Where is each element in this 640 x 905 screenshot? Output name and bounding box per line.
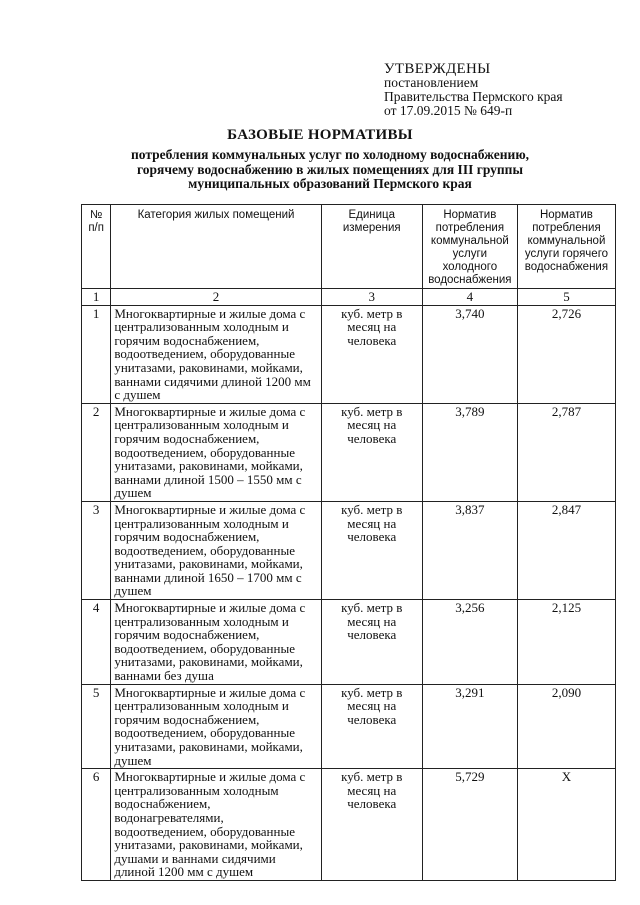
row-cold-value: 3,789 bbox=[422, 403, 517, 501]
row-category: Многоквартирные и жилые дома с централизованным холодным и горячим водоснабжением, водоотведением, оборудованные унитазами, раковинами, мойками, душем bbox=[111, 684, 321, 769]
norms-table bbox=[81, 204, 616, 881]
row-category: Многоквартирные и жилые дома с централизованным холодным водоснабжением, водонагревателями, водоотведением, оборудованные унитазами, раковинами, мойками, душами и ваннами сидячими длиной 1200 мм с душем bbox=[111, 769, 321, 881]
row-unit: куб. метр в месяц на человека bbox=[321, 769, 422, 881]
table-row bbox=[82, 305, 616, 403]
row-hot-value: 2,787 bbox=[517, 403, 615, 501]
table-header-row bbox=[82, 205, 616, 289]
column-number: 1 bbox=[82, 289, 111, 306]
row-category: Многоквартирные и жилые дома с централизованным холодным и горячим водоснабжением, водоотведением, оборудованные унитазами, раковинами, мойками, ваннами длиной 1650 – 1700 мм с душем bbox=[111, 501, 321, 599]
row-number: 5 bbox=[82, 684, 111, 769]
header-unit: Единица измерения bbox=[321, 205, 422, 289]
column-number: 3 bbox=[321, 289, 422, 306]
approval-title: УТВЕРЖДЕНЫ bbox=[384, 61, 491, 77]
row-category: Многоквартирные и жилые дома с централизованным холодным и горячим водоснабжением, водоотведением, оборудованные унитазами, раковинами, мойками, ваннами сидячими длиной 1200 мм с душем bbox=[111, 305, 321, 403]
document-subtitle bbox=[80, 148, 580, 192]
row-unit: куб. метр в месяц на человека bbox=[321, 600, 422, 685]
table-row bbox=[82, 403, 616, 501]
row-unit: куб. метр в месяц на человека bbox=[321, 305, 422, 403]
subtitle-line: потребления коммунальных услуг по холодному водоснабжению, bbox=[130, 147, 530, 162]
row-number: 2 bbox=[82, 403, 111, 501]
row-cold-value: 3,837 bbox=[422, 501, 517, 599]
row-number: 3 bbox=[82, 501, 111, 599]
row-hot-value: 2,125 bbox=[517, 600, 615, 685]
column-number-row bbox=[82, 289, 616, 306]
subtitle-line: муниципальных образований Пермского края bbox=[188, 176, 472, 191]
row-hot-value: 2,726 bbox=[517, 305, 615, 403]
table-row bbox=[82, 501, 616, 599]
row-number: 6 bbox=[82, 769, 111, 881]
table-row bbox=[82, 769, 616, 881]
approval-line: Правительства Пермского края bbox=[384, 89, 563, 104]
approval-block bbox=[384, 62, 624, 118]
approval-line: постановлением bbox=[384, 75, 479, 90]
column-number: 2 bbox=[111, 289, 321, 306]
row-unit: куб. метр в месяц на человека bbox=[321, 403, 422, 501]
column-number: 4 bbox=[422, 289, 517, 306]
row-cold-value: 3,740 bbox=[422, 305, 517, 403]
row-hot-value: 2,847 bbox=[517, 501, 615, 599]
header-hot-norm: Норматив потребления коммунальной услуги горячего водоснабжения bbox=[517, 205, 615, 289]
row-unit: куб. метр в месяц на человека bbox=[321, 501, 422, 599]
row-category: Многоквартирные и жилые дома с централизованным холодным и горячим водоснабжением, водоотведением, оборудованные унитазами, раковинами, мойками, ваннами длиной 1500 – 1550 мм с душем bbox=[111, 403, 321, 501]
row-cold-value: 5,729 bbox=[422, 769, 517, 881]
column-number: 5 bbox=[517, 289, 615, 306]
header-category: Категория жилых помещений bbox=[111, 205, 321, 289]
row-number: 1 bbox=[82, 305, 111, 403]
row-hot-value: 2,090 bbox=[517, 684, 615, 769]
table-row bbox=[82, 600, 616, 685]
subtitle-line: горячему водоснабжению в жилых помещениях для III группы bbox=[136, 161, 524, 177]
row-category: Многоквартирные и жилые дома с централизованным холодным и горячим водоснабжением, водоотведением, оборудованные унитазами, раковинами, мойками, ваннами без душа bbox=[111, 600, 321, 685]
row-hot-value: Х bbox=[517, 769, 615, 881]
row-cold-value: 3,291 bbox=[422, 684, 517, 769]
header-number: № п/п bbox=[82, 205, 111, 289]
header-cold-norm: Норматив потребления коммунальной услуги холодного водоснабжения bbox=[422, 205, 517, 289]
row-number: 4 bbox=[82, 600, 111, 685]
document-title: БАЗОВЫЕ НОРМАТИВЫ bbox=[227, 127, 413, 143]
approval-date: от 17.09.2015 № 649-п bbox=[384, 103, 513, 118]
row-cold-value: 3,256 bbox=[422, 600, 517, 685]
row-unit: куб. метр в месяц на человека bbox=[321, 684, 422, 769]
table-row bbox=[82, 684, 616, 769]
